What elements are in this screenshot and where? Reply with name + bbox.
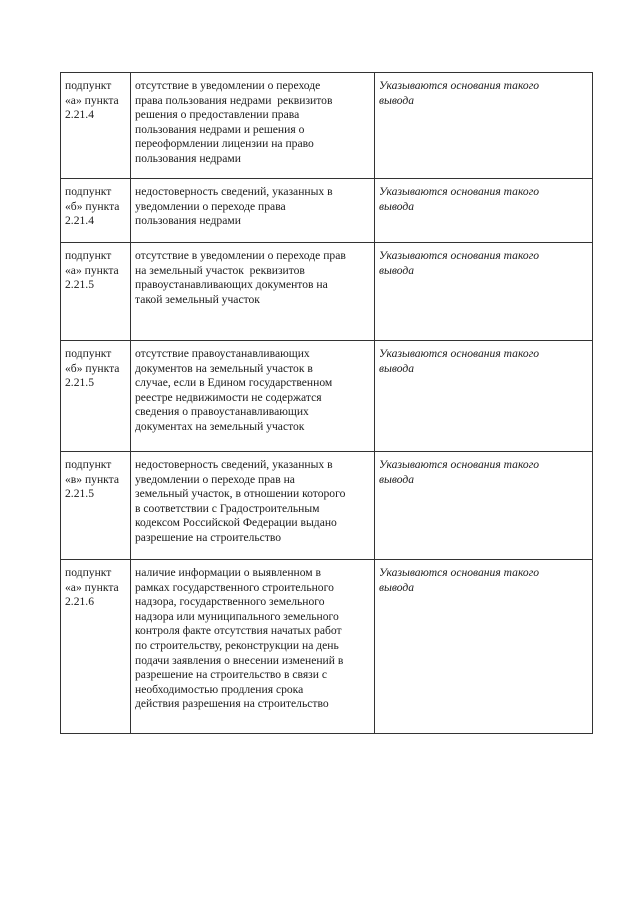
table-row xyxy=(61,179,593,243)
reason-line: надзора, государственного земельного xyxy=(135,595,325,609)
note-cell xyxy=(375,243,593,341)
reason-line: отсутствие правоустанавливающих xyxy=(135,347,310,360)
clause-ref-line: «в» пункта xyxy=(65,472,120,486)
reason-line: документов на земельный участок в xyxy=(135,361,313,375)
note-line: вывода xyxy=(379,361,415,375)
note-line: Указываются основания такого xyxy=(379,458,540,471)
reason-line: необходимостью продления срока xyxy=(135,682,304,696)
table-row xyxy=(61,243,593,341)
reason-line: разрешение на строительство xyxy=(135,530,282,544)
clause-ref-line: «а» пункта xyxy=(65,580,119,594)
clause-ref-line: «б» пункта xyxy=(65,199,120,213)
clause-ref-line: подпункт xyxy=(65,566,112,579)
clause-ref-line: 2.21.5 xyxy=(65,278,94,292)
clause-ref-line: 2.21.5 xyxy=(65,376,94,390)
reason-line: уведомлении о переходе прав на xyxy=(135,472,295,486)
reason-line: надзора или муниципального земельного xyxy=(135,609,339,623)
note-cell xyxy=(375,179,593,243)
reason-cell xyxy=(131,179,375,243)
reason-line: отсутствие в уведомлении о переходе прав xyxy=(135,249,346,262)
reason-line: правоустанавливающих документов на xyxy=(135,278,328,292)
reason-line: действия разрешения на строительство xyxy=(135,697,329,711)
reason-cell xyxy=(131,452,375,560)
clause-ref-line: 2.21.5 xyxy=(65,487,94,501)
reason-line: случае, если в Едином государственном xyxy=(135,376,333,390)
note-line: вывода xyxy=(379,263,415,277)
clause-ref-line: подпункт xyxy=(65,458,112,471)
reason-line: сведения о правоустанавливающих xyxy=(135,405,309,419)
reason-line: реестре недвижимости не содержатся xyxy=(135,390,322,404)
reason-line: наличие информации о выявленном в xyxy=(135,566,322,579)
note-line: вывода xyxy=(379,93,415,107)
reason-line: документах на земельный участок xyxy=(135,419,305,433)
note-line: вывода xyxy=(379,472,415,486)
reason-line: отсутствие в уведомлении о переходе xyxy=(135,79,321,92)
table-row xyxy=(61,73,593,179)
clause-ref-cell xyxy=(61,452,131,560)
reason-line: по строительству, реконструкции на день xyxy=(135,638,339,652)
reason-line: кодексом Российской Федерации выдано xyxy=(135,516,337,530)
reason-line: пользования недрами xyxy=(135,214,241,228)
clause-ref-cell xyxy=(61,243,131,341)
grounds-table-body xyxy=(61,73,593,734)
reason-cell xyxy=(131,243,375,341)
grounds-table xyxy=(60,72,593,734)
clause-ref-line: подпункт xyxy=(65,249,112,262)
note-line: вывода xyxy=(379,199,415,213)
note-line: вывода xyxy=(379,580,415,594)
clause-ref-line: «а» пункта xyxy=(65,263,119,277)
note-cell xyxy=(375,560,593,734)
reason-cell xyxy=(131,341,375,452)
reason-line: в соответствии с Градостроительным xyxy=(135,501,320,515)
reason-line: на земельный участок реквизитов xyxy=(135,263,305,277)
clause-ref-cell xyxy=(61,73,131,179)
note-cell xyxy=(375,73,593,179)
note-cell xyxy=(375,452,593,560)
note-line: Указываются основания такого xyxy=(379,79,540,92)
reason-line: пользования недрами xyxy=(135,151,241,165)
reason-line: пользования недрами и решения о xyxy=(135,122,305,136)
note-line: Указываются основания такого xyxy=(379,185,540,198)
reason-line: уведомлении о переходе права xyxy=(135,199,286,213)
reason-line: такой земельный участок xyxy=(135,292,260,306)
reason-line: подачи заявления о внесении изменений в xyxy=(135,653,344,667)
clause-ref-line: 2.21.6 xyxy=(65,595,94,609)
reason-line: рамках государственного строительного xyxy=(135,580,334,594)
clause-ref-line: «а» пункта xyxy=(65,93,119,107)
reason-line: разрешение на строительство в связи с xyxy=(135,668,327,682)
note-line: Указываются основания такого xyxy=(379,566,540,579)
reason-line: контроля факте отсутствия начатых работ xyxy=(135,624,342,638)
reason-line: недостоверность сведений, указанных в xyxy=(135,185,333,198)
clause-ref-line: подпункт xyxy=(65,79,112,92)
reason-cell xyxy=(131,73,375,179)
clause-ref-line: подпункт xyxy=(65,185,112,198)
clause-ref-line: 2.21.4 xyxy=(65,214,94,228)
reason-cell xyxy=(131,560,375,734)
table-row xyxy=(61,341,593,452)
note-line: Указываются основания такого xyxy=(379,249,540,262)
clause-ref-line: 2.21.4 xyxy=(65,108,94,122)
clause-ref-line: «б» пункта xyxy=(65,361,120,375)
reason-line: решения о предоставлении права xyxy=(135,108,300,122)
clause-ref-cell xyxy=(61,179,131,243)
note-line: Указываются основания такого xyxy=(379,347,540,360)
reason-line: переоформлении лицензии на право xyxy=(135,137,314,151)
note-cell xyxy=(375,341,593,452)
clause-ref-line: подпункт xyxy=(65,347,112,360)
reason-line: земельный участок, в отношении которого xyxy=(135,487,346,501)
table-row xyxy=(61,452,593,560)
clause-ref-cell xyxy=(61,560,131,734)
reason-line: недостоверность сведений, указанных в xyxy=(135,458,333,471)
clause-ref-cell xyxy=(61,341,131,452)
reason-line: права пользования недрами реквизитов xyxy=(135,93,333,107)
table-row xyxy=(61,560,593,734)
